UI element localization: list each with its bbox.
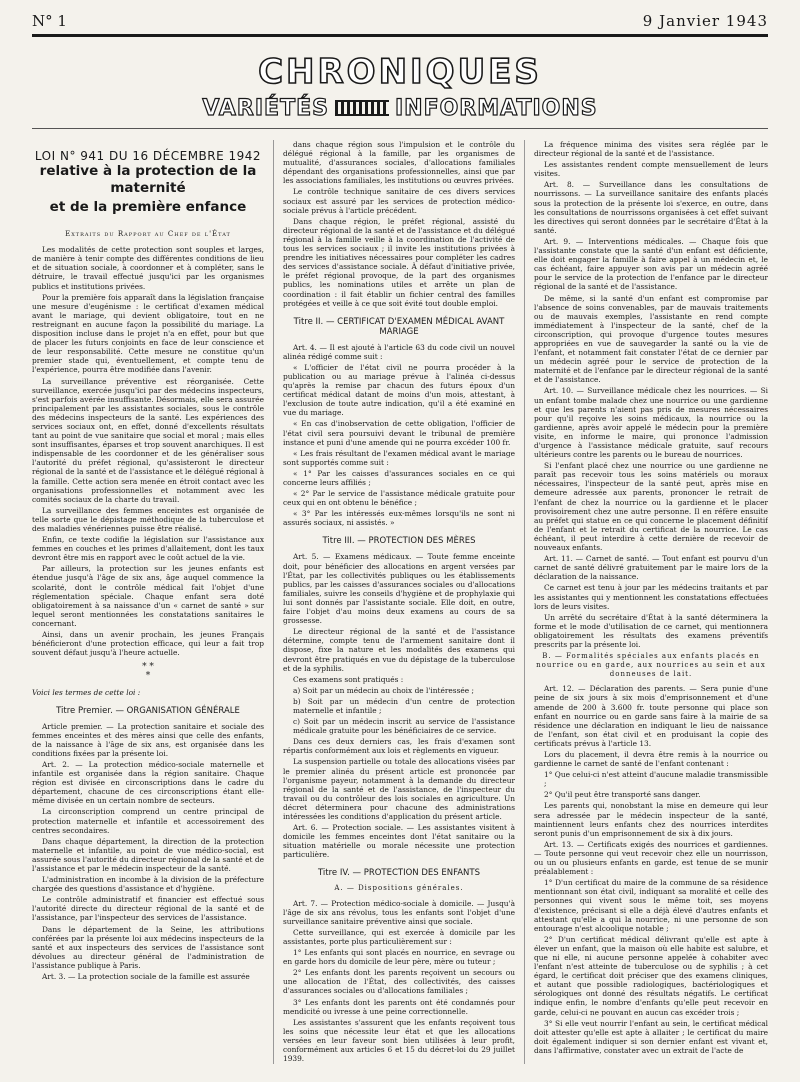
- paragraph: Les parents qui, nonobstant la mise en demeure qui leur sera adressée par le médecin inspecteur de la santé, maintiennent leurs enfants chez des nourrices interdites seront punis d'un emprisonnement de six à dix jours.: [534, 801, 768, 838]
- masthead-right: INFORMATIONS: [394, 96, 598, 121]
- paragraph: Art. 2. — La protection médico-sociale maternelle et infantile est organisée dans la région sanitaire. Chaque région est divisée en circonscriptions dans le cadre du département, chacune de ces circonscriptions étant elle-même divisée en un certain nombre de secteurs.: [32, 759, 264, 806]
- paragraph: La fréquence minima des visites sera réglée par le directeur régional de la santé et de l'assistance.: [534, 140, 768, 159]
- paragraph: Art. 11. — Carnet de santé. — Tout enfant est pourvu d'un carnet de santé délivré gratuitement par le maire lors de la déclaration de la naissance.: [534, 554, 768, 582]
- paragraph: Art. 12. — Déclaration des parents. — Sera punie d'une peine de six jours à six mois d'emprisonnement et d'une amende de 200 à 3.600 fr. toute personne qui place son enfant en nourrice ou en garde sans faire à la mairie de sa résidence une déclaration en indiquant le lieu de naissance de l'enfant, son état civil et en produisant la copie des certificats prévus à l'article 13.: [534, 684, 768, 748]
- paragraph: Dans chaque département, la direction de la protection maternelle et infantile, au point de vue médico-social, est assurée sous l'autorité du directeur régional de la santé et de l'assistance et par le médecin inspecteur de la santé.: [32, 836, 264, 873]
- paragraph: Dans le département de la Seine, les attributions conférées par la présente loi aux médecins inspecteurs de la santé et aux inspecteurs des services de l'assistance sont dévolues au directeur général de l'administration de l'assistance publique à Paris.: [32, 924, 264, 970]
- paragraph: 1° Les enfants qui sont placés en nourrice, en sevrage ou en garde hors du domicile de leur père, mère ou tuteur ;: [283, 948, 515, 967]
- paragraph: 3° Les enfants dont les parents ont été condamnés pour mendicité ou ivresse à une peine correctionnelle.: [283, 997, 515, 1016]
- paragraph: Le contrôle administratif et financier est effectué sous l'autorité directe du directeur régional de la santé et de l'assistance, par l'inspecteur des services de l'assistance.: [32, 895, 264, 923]
- paragraph: Art. 9. — Interventions médicales. — Chaque fois que l'assistante constate que la santé d'un enfant est déficiente, elle doit engager la famille à faire appel à un médecin et, le cas échéant, faire appuyer son avis par un médecin agréé pour le service de la protection de l'enfance par le directeur régional de la santé et de l'assistance.: [534, 236, 768, 292]
- ornament-icon: [335, 100, 389, 116]
- paragraph: Cette surveillance, qui est exercée à domicile par les assistantes, porte plus particulièrement sur :: [283, 927, 515, 946]
- paragraph: Par ailleurs, la protection sur les jeunes enfants est étendue jusqu'à l'âge de six ans, âge auquel commence la scolarité, dont le contrôle médical fait l'objet d'une réglementation spéciale. Chaque enfant sera doté obligatoirement à sa naissance d'un « carnet de santé » sur lequel seront mentionnées les constatations sanitaires le concernant.: [32, 564, 264, 628]
- paragraph: De même, si la santé d'un enfant est compromise par l'absence de soins convenables, par de mauvais traitements ou de mauvais exemples, l'assistante en rend compte immédiatement à l'inspecteur de la santé, chef de la circonscription, qui provoque d'urgence toutes mesures appropriées en vue de sauvegarder la santé ou la vie de l'enfant, et notamment fait constater l'état de ce dernier par un médecin agréé pour le service de protection de la maternité et de l'enfance par le directeur régional de la santé et de l'assistance.: [534, 293, 768, 385]
- paragraph: Dans ces deux derniers cas, les frais d'examen sont répartis conformément aux lois et règlements en vigueur.: [283, 737, 515, 756]
- list-item: 1° Que celui-ci n'est atteint d'aucune maladie transmissible ;: [544, 770, 768, 789]
- section-heading: Titre Premier. — ORGANISATION GÉNÉRALE: [56, 705, 240, 716]
- column-3: [534, 140, 768, 1064]
- paragraph: Ainsi, dans un avenir prochain, les jeunes Français bénéficieront d'une protection efficace, qui leur a fait trop souvent défaut jusqu'à l'heure actuelle.: [32, 630, 264, 658]
- paragraph: La circonscription comprend un centre principal de protection maternelle et infantile et accessoirement des centres secondaires.: [32, 807, 264, 835]
- paragraph: Art. 5. — Examens médicaux. — Toute femme enceinte doit, pour bénéficier des allocations en argent versées par l'État, par les collectivités publiques ou les établissements publics, par les caisses d'assurances sociales ou d'allocations familiales, suivre les conseils d'hygiène et de prophylaxie qui lui sont donnés par l'assistante sociale. Elle doit, en outre, faire l'objet d'au moins deux examens au cours de sa grossesse.: [283, 552, 515, 626]
- paragraph: Pour la première fois apparaît dans la législation française une mesure d'eugénisme : le certificat d'examen médical avant le mariage, qui devient obligatoire, tout en ne restreignant en aucune façon la possibilité du mariage. La disposition incluse dans le projet n'a en effet, pour but que de placer les futurs conjoints en face de leur conscience et de leur responsabilité. Cette mesure ne constitue qu'un premier stade qui, éventuellement, et compte tenu de l'expérience, pourra être modifiée dans l'avenir.: [32, 292, 264, 375]
- paragraph: La surveillance préventive est réorganisée. Cette surveillance, exercée jusqu'ici par des médecins inspecteurs, s'est parfois avérée insuffisante. Désormais, elle sera assurée principalement par les assistantes sociales, sous le contrôle des médecins inspecteurs de la santé. Les expériences des services sociaux ont, en effet, donné d'excellents résultats tant au point de vue sanitaire que social et moral ; mais elles sont insuffisantes, éparses et trop souvent anarchiques. Il est indispensable de les coordonner et de les généraliser sous l'autorité du préfet régional, qu'assisteront le directeur régional de la santé et de l'assistance et le délégué régional à la famille. Cette action sera menée en étroit contact avec les organisations professionnelles et notamment avec les comités sociaux de la charte du travail.: [32, 376, 264, 504]
- issue-date: 9 Janvier 1943: [642, 12, 768, 30]
- paragraph: Art. 6. — Protection sociale. — Les assistantes visitent à domicile les femmes enceintes dont l'état sanitaire ou la situation matérielle ou morale nécessite une protection particulière.: [283, 823, 515, 860]
- law-number: LOI N° 941 DU 16 DÉCEMBRE 1942: [34, 149, 262, 163]
- column-divider: [524, 140, 525, 1064]
- paragraph: Les modalités de cette protection sont souples et larges, de manière à tenir compte des différentes conditions de lieu et de situation sociale, à coordonner et à compléter, sans le détruire, le travail effectué jusqu'ici par les organismes publics et institutions privées.: [32, 245, 264, 291]
- page-header: [32, 8, 768, 32]
- list-item: c) Soit par un médecin inscrit au service de l'assistance médicale gratuite pour les bénéficiaires de ce service.: [293, 717, 515, 736]
- paragraph: Art. 3. — La protection sociale de la famille est assurée: [42, 972, 250, 982]
- masthead-rule: [32, 128, 768, 129]
- paragraph: Art. 8. — Surveillance dans les consultations de nourrissons. — La surveillance sanitaire des enfants placés sous la protection de la présente loi s'exerce, en outre, dans les consultations de nourrissons organisées à cet effet suivant les directives qui seront données par le secrétaire d'État à la santé.: [534, 180, 768, 235]
- paragraph: Article premier. — La protection sanitaire et sociale des femmes enceintes et des mères ainsi que celle des enfants, de la naissance à l'âge de six ans, est organisée dans les conditions fixées par la présente loi.: [32, 721, 264, 758]
- law-title-line: relative à la protection de la maternité: [39, 163, 257, 197]
- paragraph: Ces examens sont pratiqués :: [293, 674, 404, 684]
- paragraph: Le contrôle technique sanitaire de ces divers services sociaux est assuré par les services de protection médico-sociale prévus à l'article précédent.: [283, 187, 515, 215]
- asterism-icon: * * *: [142, 662, 154, 682]
- paragraph: « 3° Par les intéressés eux-mêmes lorsqu'ils ne sont ni assurés sociaux, ni assistés. »: [283, 509, 515, 528]
- subsection-heading: A. — Dispositions générales.: [334, 884, 464, 893]
- paragraph: Les assistantes rendent compte mensuellement de leurs visites.: [534, 160, 768, 179]
- masthead-subtitle: [0, 96, 800, 122]
- paragraph: « En cas d'inobservation de cette obligation, l'officier de l'état civil sera poursuivi devant le tribunal de première instance et puni d'une amende qui ne pourra excéder 100 fr.: [283, 419, 515, 447]
- paragraph: Ce carnet est tenu à jour par les médecins traitants et par les assistantes qui y mentionnent les constatations effectuées lors de leurs visites.: [534, 583, 768, 611]
- paragraph: dans chaque région sous l'impulsion et le contrôle du délégué régional à la famille, par les organismes de mutualité, d'assurances sociales, d'allocations familiales dépendant des organisations professionnelles, ainsi que par les associations familiales, les institutions ou œuvres privées.: [283, 140, 515, 186]
- column-divider: [273, 140, 274, 1064]
- section-heading: Titre III. — PROTECTION DES MÈRES: [322, 536, 476, 547]
- article-subtitle: Extraits du Rapport au Chef de l'État: [65, 230, 231, 239]
- header-rule: [32, 34, 768, 37]
- paragraph: « L'officier de l'état civil ne pourra procéder à la publication ou au mariage prévue à l'alinéa ci-dessus qu'après la remise par chacun des futurs époux d'un certificat médical datant de moins d'un mois, attestant, à l'exclusion de toute autre indication, qu'il a été examiné en vue du mariage.: [283, 362, 515, 418]
- masthead-title: CHRONIQUES: [258, 52, 542, 92]
- column-1: [32, 140, 264, 1064]
- list-item: 2° Qu'il peut être transporté sans danger.: [544, 790, 701, 800]
- section-heading: Titre II. — CERTIFICAT D'EXAMEN MÉDICAL AVANT MARIAGE: [293, 316, 505, 337]
- paragraph: Art. 4. — Il est ajouté à l'article 63 du code civil un nouvel alinéa rédigé comme suit :: [283, 342, 515, 361]
- paragraph: « 1° Par les caisses d'assurances sociales en ce qui concerne leurs affiliés ;: [283, 468, 515, 487]
- paragraph: Art. 13. — Certificats exigés des nourrices et gardiennes. — Toute personne qui veut recevoir chez elle un nourrisson, ou un ou plusieurs enfants en garde, est tenue de se munir préalablement :: [534, 839, 768, 877]
- paragraph: La suspension partielle ou totale des allocations visées par le premier alinéa du présent article est prononcée par l'organisme payeur, notamment à la demande du directeur régional de la santé et de l'assistance, de l'inspecteur du travail ou du contrôleur des lois sociales en agriculture. Un décret déterminera pour chacune des administrations intéressées les conditions d'application du présent article.: [283, 757, 515, 821]
- paragraph: Enfin, ce texte codifie la législation sur l'assistance aux femmes en couches et les primes d'allaitement, dont les taux devront être mis en rapport avec le coût actuel de la vie.: [32, 535, 264, 563]
- paragraph: Un arrêté du secrétaire d'État à la santé déterminera la forme et le mode d'utilisation de ce carnet, qui mentionnera obligatoirement les résultats des examens préventifs prescrits par la présente loi.: [534, 612, 768, 649]
- paragraph: Le directeur régional de la santé et de l'assistance détermine, compte tenu de l'armement sanitaire dont il dispose, fixe la nature et les modalités des examens qui devront être pratiqués en vue du dépistage de la tuberculose et de la syphilis.: [283, 627, 515, 673]
- paragraph: Les assistantes s'assurent que les enfants reçoivent tous les soins que nécessite leur état et que les allocations versées en leur faveur sont bien utilisées à leur profit, conformément aux articles 6 et 15 du décret-loi du 29 juillet 1939.: [283, 1017, 515, 1064]
- list-item: a) Soit par un médecin au choix de l'intéressée ;: [293, 685, 474, 695]
- masthead: [0, 54, 800, 122]
- masthead-left: VARIÉTÉS: [202, 96, 329, 121]
- law-intro: Voici les termes de cette loi :: [32, 687, 141, 697]
- paragraph: « 2° Par le service de l'assistance médicale gratuite pour ceux qui en ont obtenu le bénéfice ;: [283, 489, 515, 508]
- paragraph: Art. 10. — Surveillance médicale chez les nourrices. — Si un enfant tombe malade chez une nourrice ou une gardienne et que les parents n'aient pas pris de mesures nécessaires pour qu'il reçoive les soins médicaux, la nourrice ou la gardienne, après avoir appelé le médecin pour la première visite, en informe le maire, qui prononce l'admission d'urgence à l'assistance médicale gratuite, sauf recours ultérieurs contre les parents ou le bureau de nourrices.: [534, 386, 768, 460]
- paragraph: 3° Si elle veut nourrir l'enfant au sein, le certificat médical doit attester qu'elle est apte à allaiter ; le certificat du maire doit également indiquer si son dernier enfant est vivant et, dans l'affirmative, constater avec un extrait de l'acte de: [534, 1018, 768, 1055]
- paragraph: 2° D'un certificat médical délivrant qu'elle est apte à élever un enfant, que la maison où elle habite est salubre, et que ni elle, ni aucune personne appelée à cohabiter avec l'enfant n'est atteinte de tuberculose ou de syphilis ; à cet égard, le certificat doit préciser que des examens cliniques, et autant que possible radiologiques, bactériologiques et sérologiques ont donné des résultats négatifs. Le certificat indique enfin, le nombre d'enfants qu'elle peut recevoir en garde, celui-ci ne pouvant en aucun cas excéder trois ;: [534, 934, 768, 1017]
- law-title-line: et de la première enfance: [49, 199, 247, 216]
- paragraph: La surveillance des femmes enceintes est organisée de telle sorte que le dépistage méthodique de la tuberculose et des maladies vénériennes puisse être réalisé.: [32, 505, 264, 533]
- column-2: [283, 140, 515, 1064]
- subsection-heading: B. — Formalités spéciales aux enfants placés en nourrice ou en garde, aux nourrices au sein et aux donneuses de lait.: [536, 652, 766, 679]
- paragraph: « Les frais résultant de l'examen médical avant le mariage sont supportés comme suit :: [283, 448, 515, 467]
- article-title: [32, 149, 264, 216]
- paragraph: L'administration en incombe à la division de la préfecture chargée des questions d'assistance et d'hygiène.: [32, 875, 264, 894]
- section-heading: Titre IV. — PROTECTION DES ENFANTS: [318, 868, 480, 879]
- list-item: b) Soit par un médecin d'un centre de protection maternelle et infantile ;: [293, 696, 515, 715]
- paragraph: 2° Les enfants dont les parents reçoivent un secours ou une allocation de l'État, des collectivités, des caisses d'assurances sociales ou d'allocations familiales ;: [283, 968, 515, 996]
- paragraph: Si l'enfant placé chez une nourrice ou une gardienne ne paraît pas recevoir tous les soins matériels ou moraux nécessaires, l'inspecteur de la santé peut, après mise en demeure adressée aux parents, prononcer le retrait de l'enfant de chez la nourrice ou la gardienne et le placer provisoirement chez une autre personne. Il en réfère ensuite au préfet qui statue en ce qui concerne le placement définitif de l'enfant et le retrait du certificat de la nourrice. Le cas échéant, il peut interdire à cette dernière de recevoir de nouveaux enfants.: [534, 461, 768, 553]
- paragraph: Lors du placement, il devra être remis à la nourrice ou gardienne le carnet de santé de l'enfant contenant :: [534, 750, 768, 769]
- issue-number: N° 1: [32, 12, 67, 30]
- paragraph: 1° D'un certificat du maire de la commune de sa résidence mentionnant son état civil, indiquant sa moralité et celle des personnes qui vivent sous le même toit, ses moyens d'existence, précisant si elle a déjà élevé d'autres enfants et attestant qu'elle a qui la nourrice, ni une personne de son entourage n'est alcoolique notable ;: [534, 878, 768, 933]
- paragraph: Art. 7. — Protection médico-sociale à domicile. — Jusqu'à l'âge de six ans révolus, tous les enfants sont l'objet d'une surveillance sanitaire préventive ainsi que sociale.: [283, 898, 515, 926]
- paragraph: Dans chaque région, le préfet régional, assisté du directeur régional de la santé et de l'assistance et du délégué régional à la famille veille à la coordination de l'activité de tous les services sociaux ; il invite les institutions privées à prendre les initiatives nécessaires pour compléter les cadres des services d'assistance sociale. À défaut d'initiative privée, le préfet régional provoque, de la part des organismes publics, les nominations utiles et arrête un plan de coordination : il fait établir un fichier central des familles protégées et veille à ce que soit évité tout double emploi.: [283, 216, 515, 308]
